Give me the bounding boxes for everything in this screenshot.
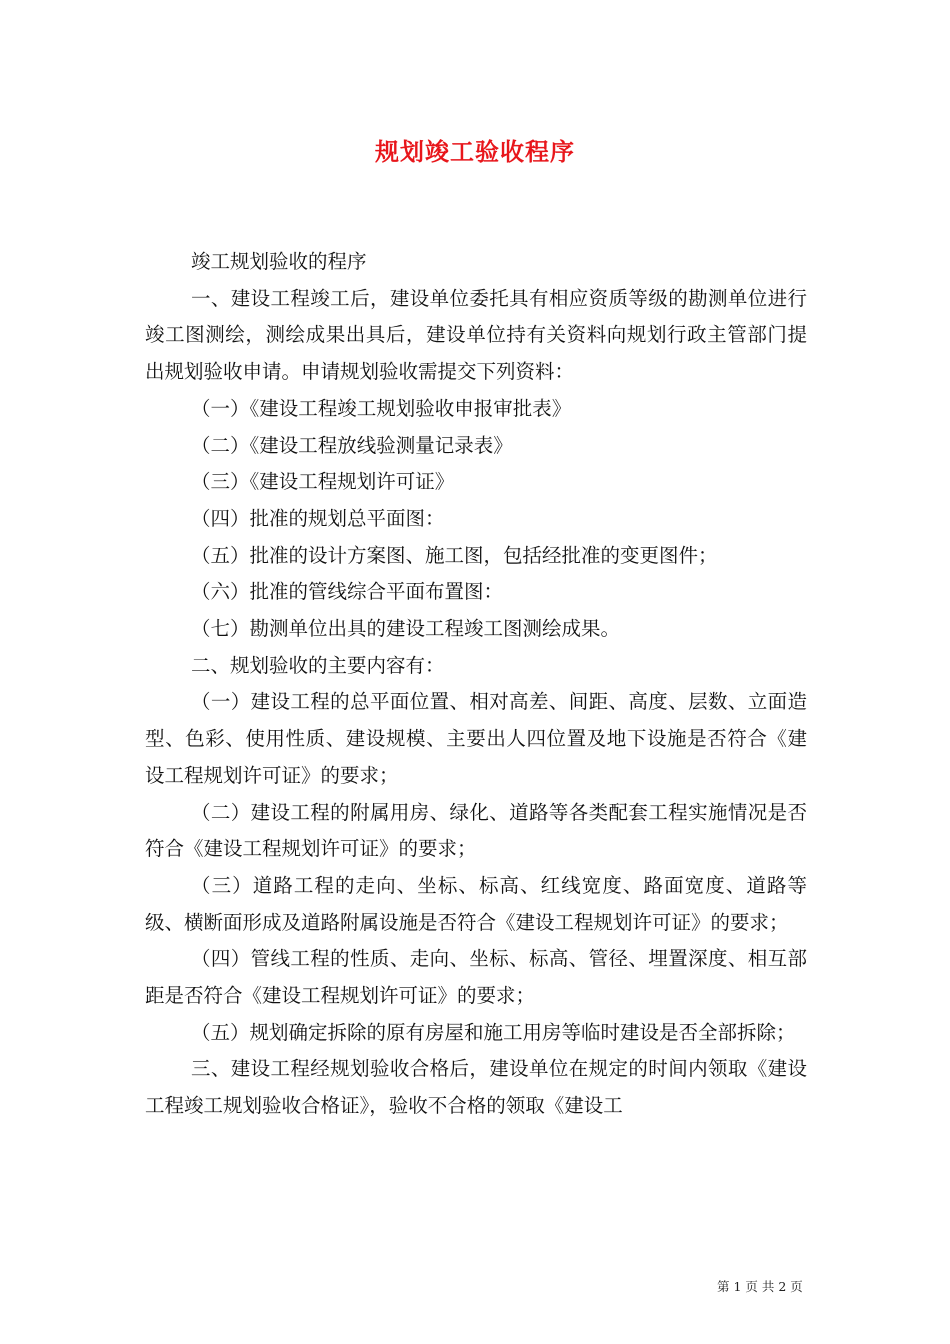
list-item-1-3: （三）《建设工程规划许可证》 [191,470,455,494]
page-number-footer: 第 1 页 共 2 页 [717,1279,803,1294]
list-item-1-5: （五）批准的设计方案图、施工图，包括经批准的变更图件； [191,543,718,567]
document-body [145,244,807,1125]
paragraph-section-1: 一、建设工程竣工后，建设单位委托具有相应资质等级的勘测单位进行竣工图测绘，测绘成果出具后，建设单位持有关资料向规划行政主管部门提出规划验收申请。申请规划验收需提交下列资料： [145,286,807,384]
list-item-2-4: （四）管线工程的性质、走向、坐标、标高、管径、埋置深度、相互部距是否符合《建设工程规划许可证》的要求； [145,947,807,1008]
list-item-2-3: （三）道路工程的走向、坐标、标高、红线宽度、路面宽度、道路等级、横断面形成及道路附属设施是否符合《建设工程规划许可证》的要求； [145,873,807,934]
paragraph-section-3: 三、建设工程经规划验收合格后，建设单位在规定的时间内领取《建设工程竣工规划验收合格证》，验收不合格的领取《建设工 [145,1057,807,1118]
list-item-2-2: （二）建设工程的附属用房、绿化、道路等各类配套工程实施情况是否符合《建设工程规划许可证》的要求； [145,800,807,861]
list-item-1-2: （二）《建设工程放线验测量记录表》 [191,433,513,457]
list-item-1-6: （六）批准的管线综合平面布置图： [191,580,504,604]
paragraph-heading: 竣工规划验收的程序 [191,250,367,273]
paragraph-section-2: 二、规划验收的主要内容有： [191,653,445,677]
document-title: 规划竣工验收程序 [375,137,575,166]
list-item-2-5: （五）规划确定拆除的原有房屋和施工用房等临时建设是否全部拆除； [191,1020,796,1044]
list-item-2-1: （一）建设工程的总平面位置、相对高差、间距、高度、层数、立面造型、色彩、使用性质、建设规模、主要出人四位置及地下设施是否符合《建设工程规划许可证》的要求； [145,690,807,787]
list-item-1-1: （一）《建设工程竣工规划验收申报审批表》 [191,396,572,420]
list-item-1-4: （四）批准的规划总平面图： [191,506,445,530]
list-item-1-7: （七）勘测单位出具的建设工程竣工图测绘成果。 [191,617,621,641]
